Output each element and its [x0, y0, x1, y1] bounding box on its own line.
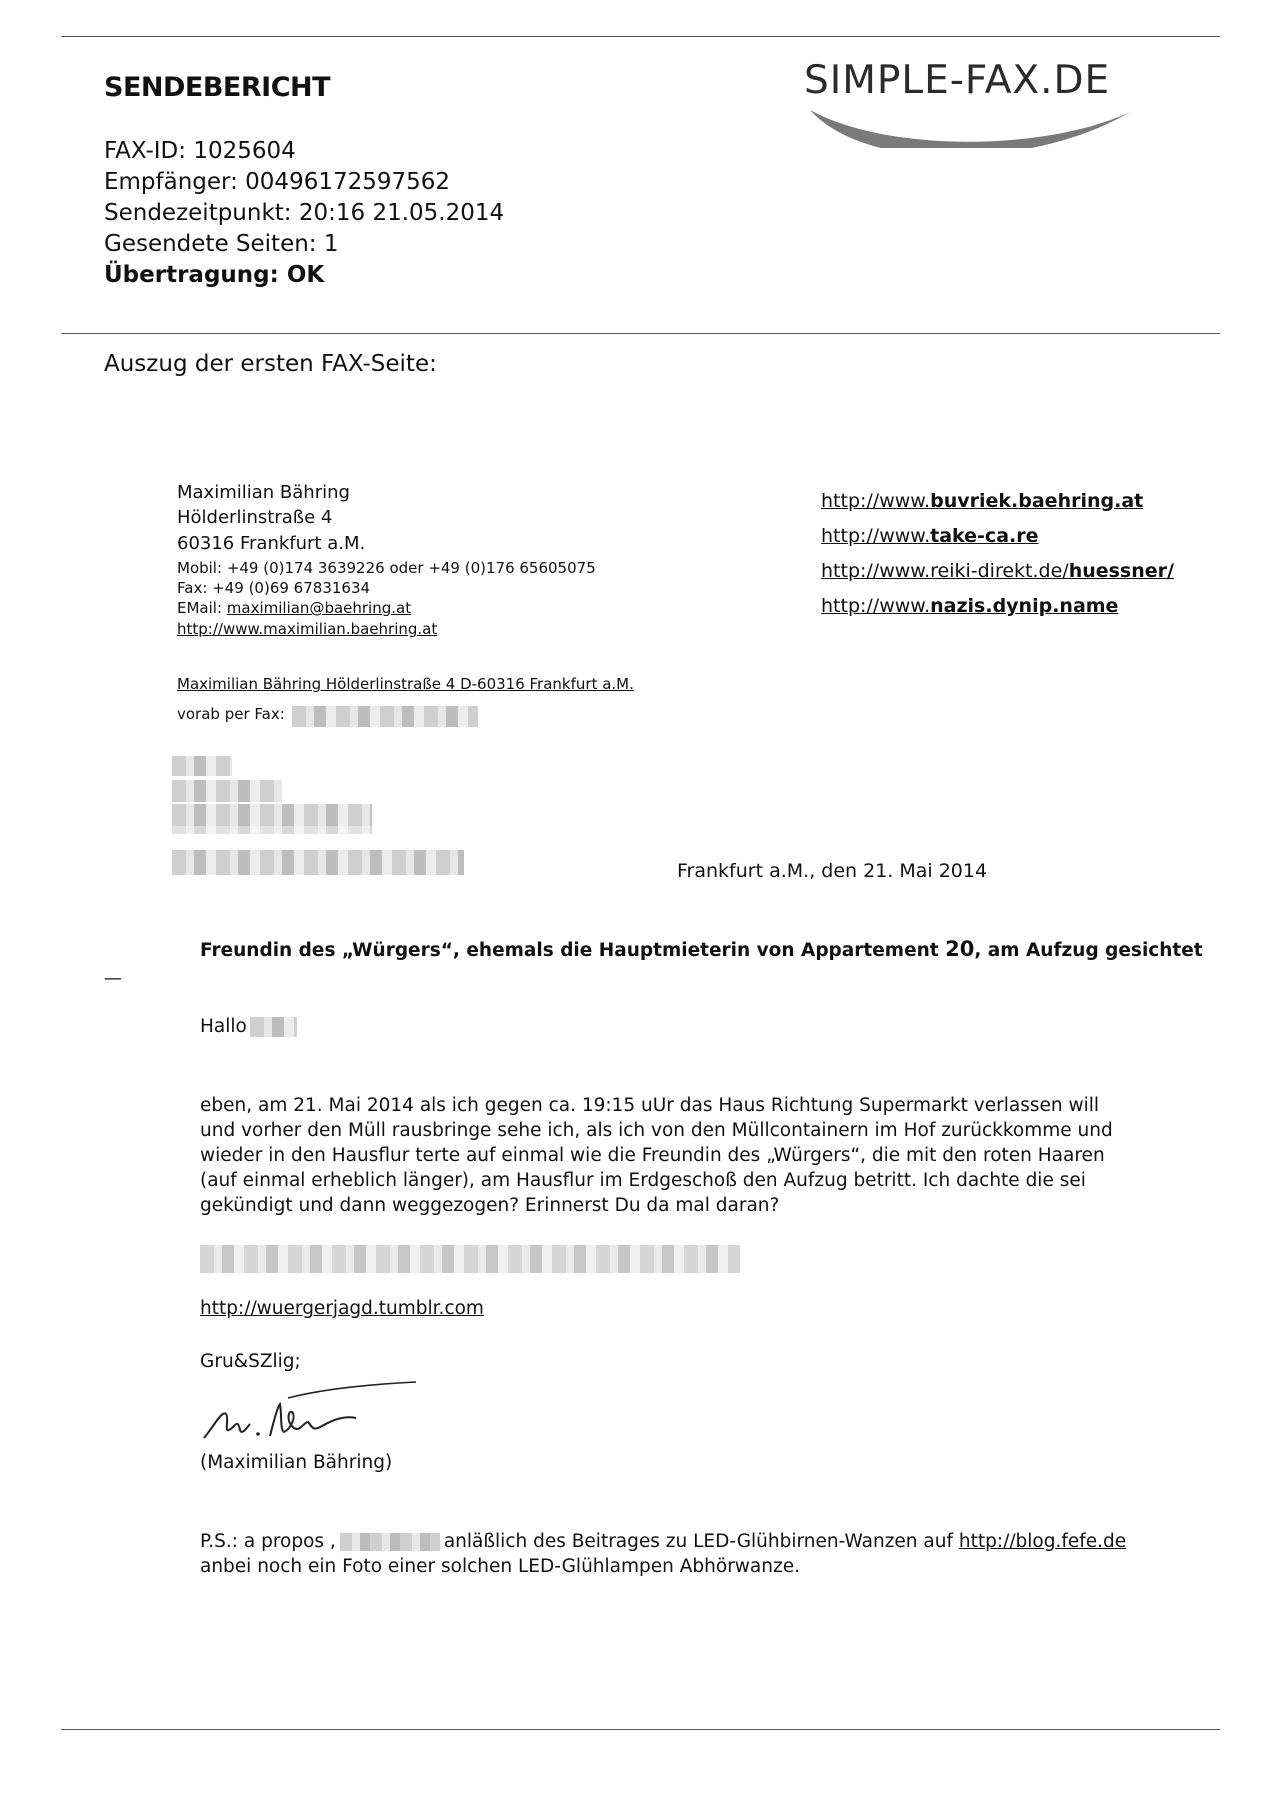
recipient: Empfänger: 00496172597562: [104, 169, 451, 195]
fax-label: Fax:: [177, 579, 208, 597]
link-prefix: http://www.reiki-direkt.de/: [821, 560, 1069, 582]
signature-icon: [196, 1376, 426, 1456]
link-reiki[interactable]: [821, 560, 1174, 582]
body-line-4: (auf einmal erheblich länger), am Hausflur im Erdgeschoß den Aufzug betritt. Ich dachte die sei: [200, 1170, 1086, 1191]
link-prefix: http://www.: [821, 595, 931, 617]
simple-fax-logo: [800, 58, 1200, 148]
sender-street: Hölderlinstraße 4: [177, 507, 333, 528]
email-link[interactable]: maximilian@baehring.at: [226, 599, 412, 617]
logo-swoosh-icon: [800, 58, 1200, 148]
subject-text: Freundin des „Würgers“, ehemals die Hauptmieterin von Appartement: [200, 940, 946, 961]
redacted-address-line: [172, 826, 372, 834]
letter-date: Frankfurt a.M., den 21. Mai 2014: [677, 860, 988, 882]
excerpt-label: Auszug der ersten FAX-Seite:: [104, 351, 437, 377]
signature-name: (Maximilian Bähring): [200, 1452, 393, 1473]
report-title: SENDEBERICHT: [104, 72, 331, 103]
fefe-blog-link[interactable]: http://blog.fefe.de: [958, 1531, 1127, 1552]
sender-email: [177, 599, 411, 617]
sender-city: 60316 Frankfurt a.M.: [177, 533, 366, 554]
closing: Gru&SZlig;: [200, 1351, 301, 1372]
subject-number: 20: [945, 937, 975, 961]
greeting: Hallo: [200, 1016, 247, 1037]
link-nazis[interactable]: [821, 595, 1118, 617]
sender-mobile: [177, 559, 596, 577]
link-bold: nazis.dynip.name: [930, 595, 1119, 617]
send-time: Sendezeitpunkt: 20:16 21.05.2014: [104, 200, 505, 226]
dash-mark: —: [104, 968, 122, 989]
pages-sent: Gesendete Seiten: 1: [104, 231, 339, 257]
middle-divider: [61, 333, 1220, 334]
redacted-address-line: [172, 804, 372, 826]
redacted-address-line: [172, 780, 282, 802]
redacted-name: [250, 1017, 297, 1037]
email-label: EMail:: [177, 599, 222, 617]
body-line-1: eben, am 21. Mai 2014 als ich gegen ca. 19:15 uUr das Haus Richtung Supermarkt verlassen will: [200, 1095, 1100, 1116]
redacted-name: [340, 1533, 440, 1551]
logo-text: SIMPLE-FAX.DE: [804, 58, 1111, 103]
redacted-address-line: [172, 850, 464, 875]
ps-line-1: [200, 1531, 1126, 1552]
subject-text: , am Aufzug gesichtet: [974, 940, 1203, 961]
redacted-fax-number: [292, 706, 478, 727]
link-bold: take-ca.re: [930, 525, 1039, 547]
letter-subject: [200, 937, 1203, 961]
sender-fax: [177, 579, 370, 597]
top-divider: [61, 36, 1220, 37]
sender-name: Maximilian Bähring: [177, 482, 350, 503]
body-line-3: wieder in den Hausflur terte auf einmal wie die Freundin des „Würgers“, die mit den roten Haaren: [200, 1145, 1105, 1166]
vorab-label: vorab per Fax:: [177, 705, 285, 723]
fax-value: +49 (0)69 67831634: [212, 579, 371, 597]
bottom-divider: [61, 1729, 1220, 1730]
link-prefix: http://www.: [821, 490, 931, 512]
link-take-ca[interactable]: [821, 525, 1038, 547]
mobile-value: +49 (0)174 3639226 oder +49 (0)176 65605075: [226, 559, 596, 577]
redacted-paragraph: [200, 1245, 740, 1273]
fax-id: FAX-ID: 1025604: [104, 138, 296, 164]
link-bold: buvriek.baehring.at: [930, 490, 1144, 512]
link-buvriek[interactable]: [821, 490, 1143, 512]
transmission-status: Übertragung: OK: [104, 262, 325, 288]
sender-address-line: Maximilian Bähring Hölderlinstraße 4 D-60316 Frankfurt a.M.: [177, 675, 634, 693]
body-line-5: gekündigt und dann weggezogen? Erinnerst Du da mal daran?: [200, 1195, 780, 1216]
ps-line-2: anbei noch ein Foto einer solchen LED-Glühlampen Abhörwanze.: [200, 1556, 800, 1577]
ps-text: anläßlich des Beitrages zu LED-Glühbirnen-Wanzen auf: [443, 1531, 959, 1552]
ps-text: P.S.: a propos ,: [200, 1531, 336, 1552]
mobile-label: Mobil:: [177, 559, 223, 577]
tumblr-link[interactable]: http://wuergerjagd.tumblr.com: [200, 1298, 484, 1319]
body-line-2: und vorher den Müll rausbringe sehe ich, als ich von den Müllcontainern im Hof zurückkomme und: [200, 1120, 1113, 1141]
redacted-address-line: [172, 756, 232, 776]
link-prefix: http://www.: [821, 525, 931, 547]
link-bold: huessner/: [1068, 560, 1174, 582]
sender-website-link[interactable]: http://www.maximilian.baehring.at: [177, 620, 438, 638]
